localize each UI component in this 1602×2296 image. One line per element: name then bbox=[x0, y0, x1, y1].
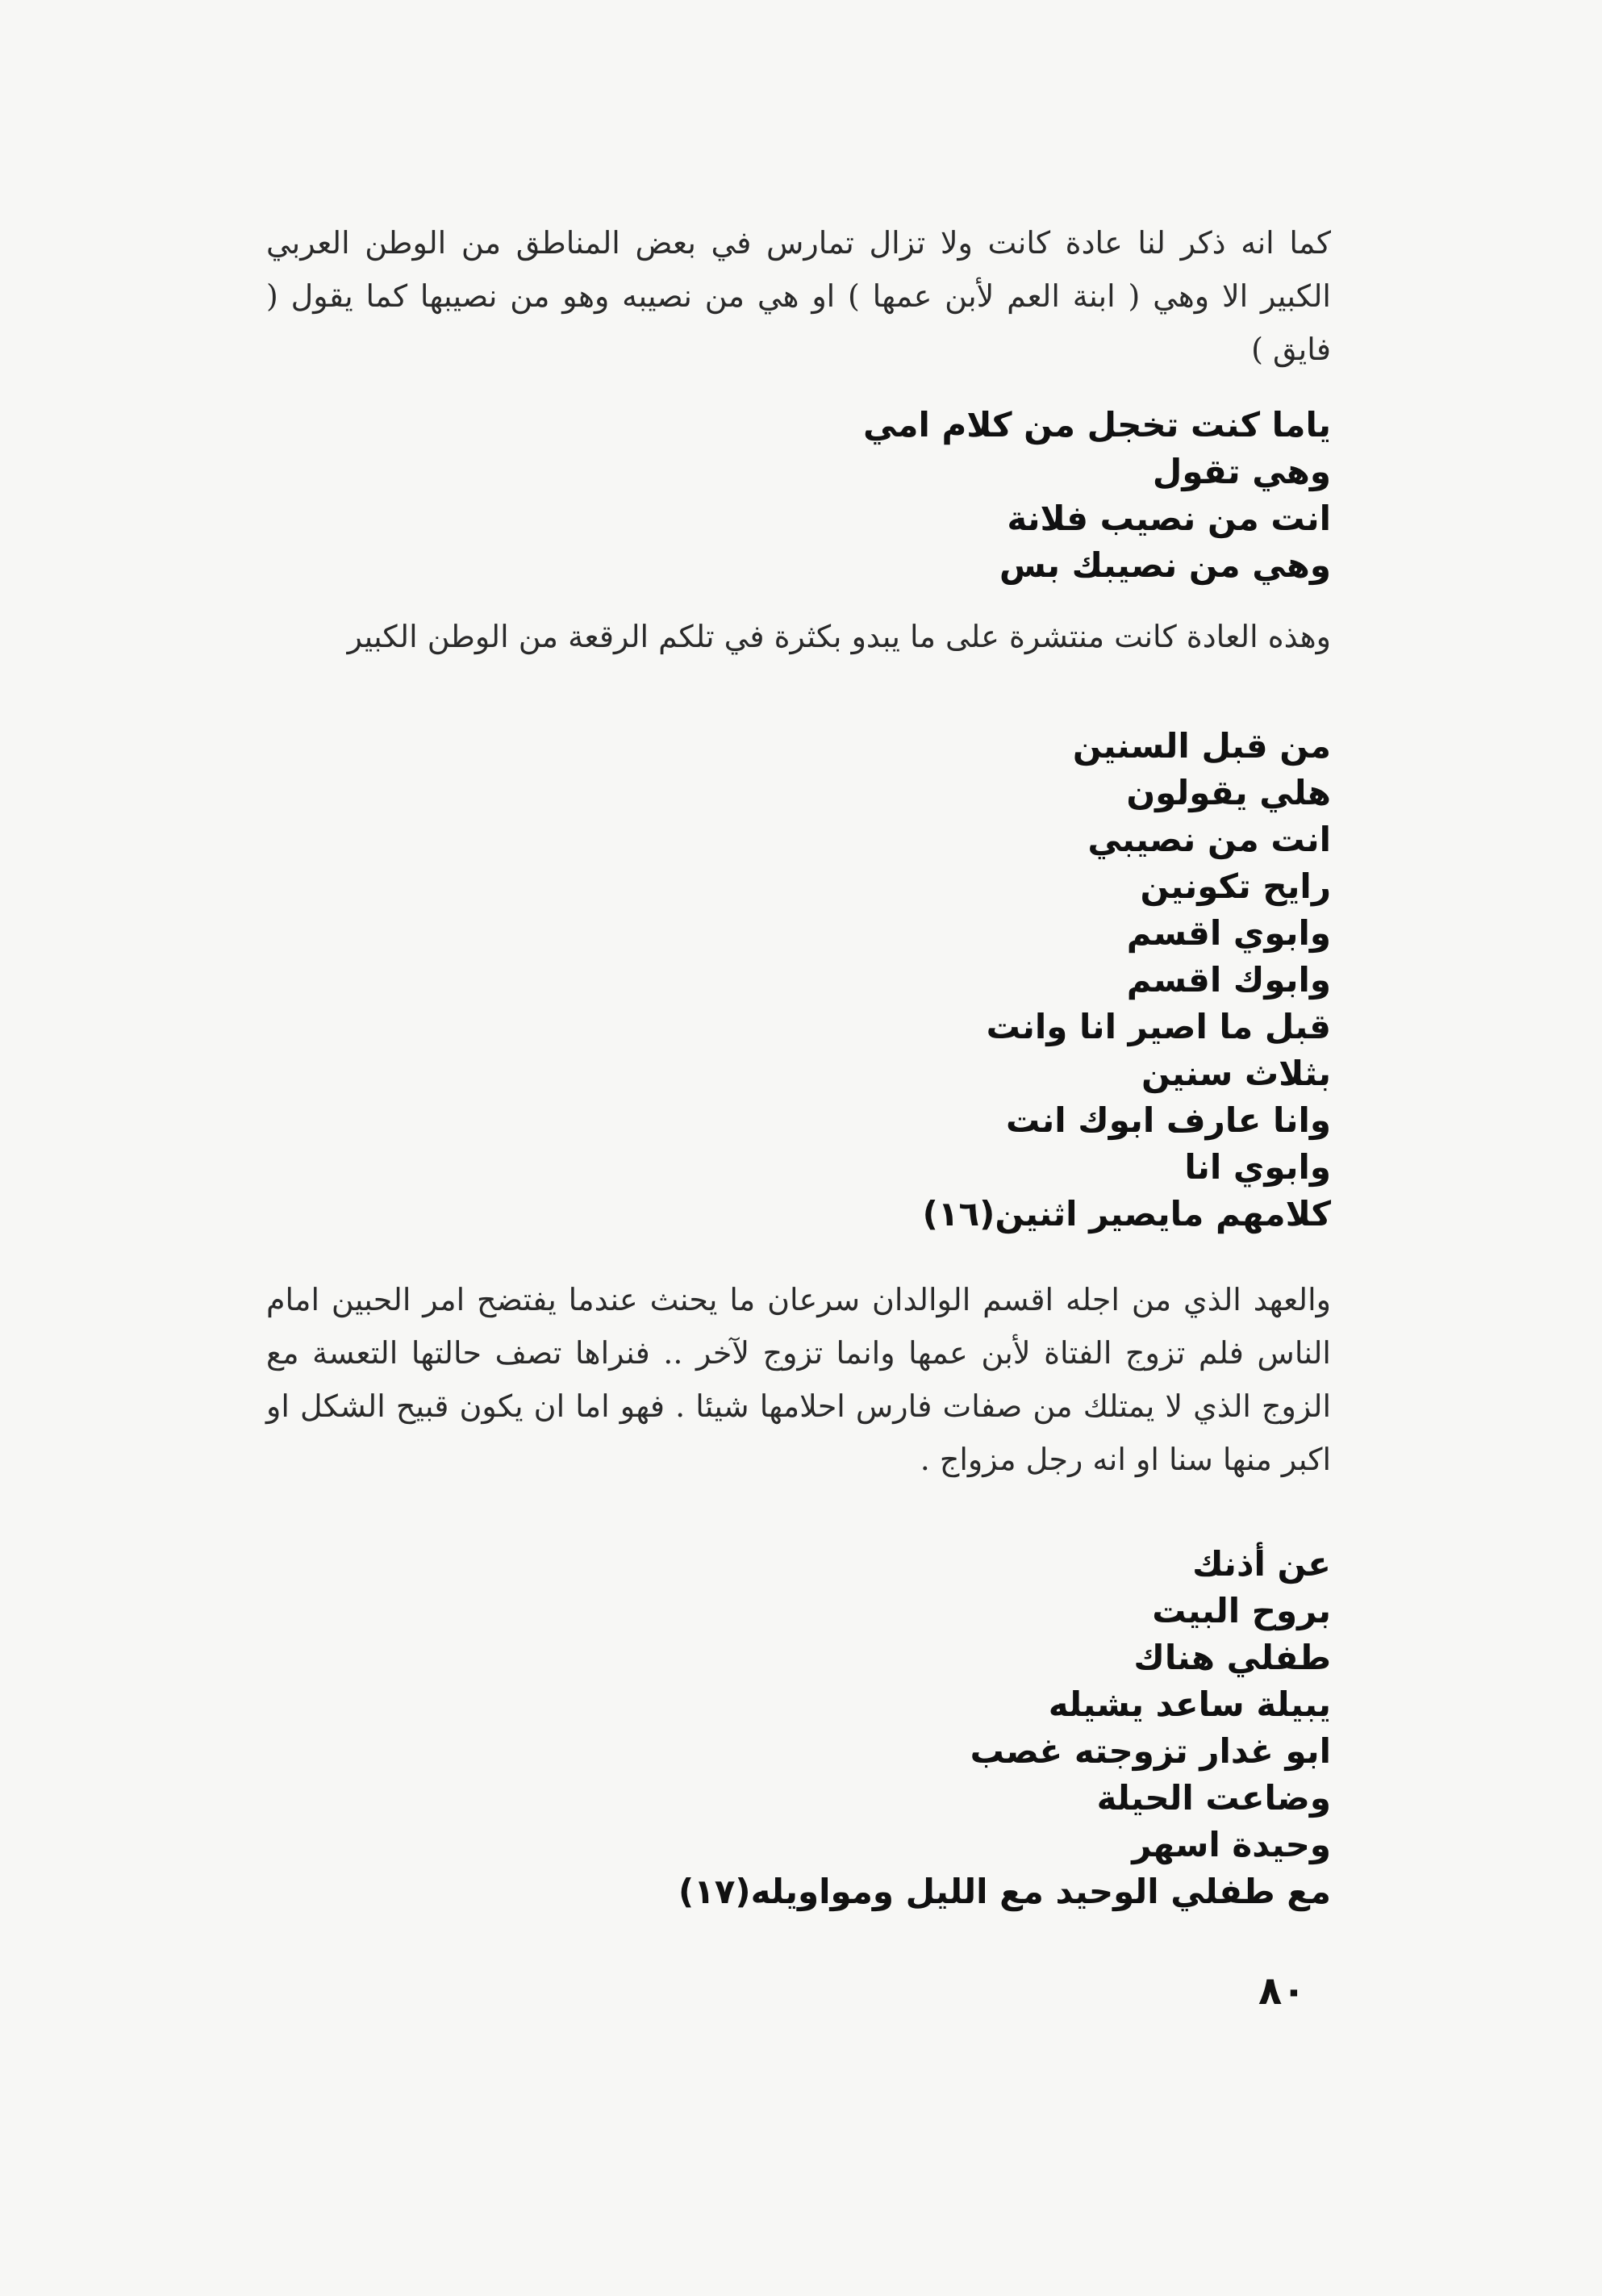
poem-line: انت من نصيب فلانة bbox=[1007, 499, 1331, 538]
poem-line: وابوي اقسم bbox=[1126, 913, 1331, 953]
poem-line: وحيدة اسهر bbox=[1132, 1825, 1331, 1864]
paragraph-custom: وهذه العادة كانت منتشرة على ما يبدو بكثرة في تلكم الرقعة من الوطن الكبير bbox=[347, 619, 1331, 654]
poem-line: عن أذنك bbox=[1192, 1544, 1331, 1584]
poem-line: يبيلة ساعد يشيله bbox=[1048, 1684, 1331, 1724]
poem-line: رايح تكونين bbox=[1140, 866, 1331, 906]
poem-line: انت من نصيبي bbox=[1087, 820, 1331, 859]
poem-line: ابو غدار تزوجته غصب bbox=[970, 1731, 1331, 1771]
poem-block-1 bbox=[266, 402, 1331, 589]
poem-line: وابوك اقسم bbox=[1126, 960, 1331, 1000]
poem-line: وضاعت الحيلة bbox=[1096, 1778, 1331, 1818]
poem-line: طفلي هناك bbox=[1133, 1638, 1331, 1677]
poem-line: بروح البيت bbox=[1152, 1591, 1331, 1630]
paragraph-oath: والعهد الذي من اجله اقسم الوالدان سرعان ما يحنث عندما يفتضح امر الحبين امام الناس فلم تزوج الفتاة لأبن عمها وانما تزوج لآخر .. فنراها تصف حالتها التعسة مع الزوج الذي لا يمتلك من صفات فارس احلامها شيئا . فهو اما ان يكون قبيح الشكل او اكبر منها سنا او انه رجل مزواج . bbox=[266, 1282, 1331, 1477]
poem-line: قبل ما اصير انا وانت bbox=[986, 1007, 1331, 1046]
poem-line: وانا عارف ابوك انت bbox=[1006, 1100, 1331, 1140]
poem-block-3 bbox=[266, 1541, 1331, 1915]
poem-line: وهي تقول bbox=[1152, 452, 1331, 491]
poem-line: مع طفلي الوحيد مع الليل ومواويله(١٧) bbox=[678, 1872, 1331, 1911]
poem-line: هلي يقولون bbox=[1126, 773, 1331, 812]
poem-line: وهي من نصيبك بس bbox=[999, 545, 1331, 585]
poem-line: بثلاث سنين bbox=[1141, 1054, 1331, 1093]
poem-line: كلامهم مايصير اثنين(١٦) bbox=[922, 1194, 1331, 1234]
poem-line: ياما كنت تخجل من كلام امي bbox=[862, 405, 1331, 445]
poem-line: وابوي انا bbox=[1184, 1147, 1331, 1187]
paragraph-intro: كما انه ذكر لنا عادة كانت ولا تزال تمارس في بعض المناطق من الوطن العربي الكبير الا وهي ( ابنة العم لأبن عمها ) او هي من نصيبه وهو من نصيبها كما يقول ( فايق ) bbox=[266, 225, 1331, 367]
poem-line: من قبل السنين bbox=[1072, 726, 1331, 766]
poem-block-2 bbox=[266, 723, 1331, 1238]
page-number: ٨٠ bbox=[1258, 1968, 1306, 2014]
